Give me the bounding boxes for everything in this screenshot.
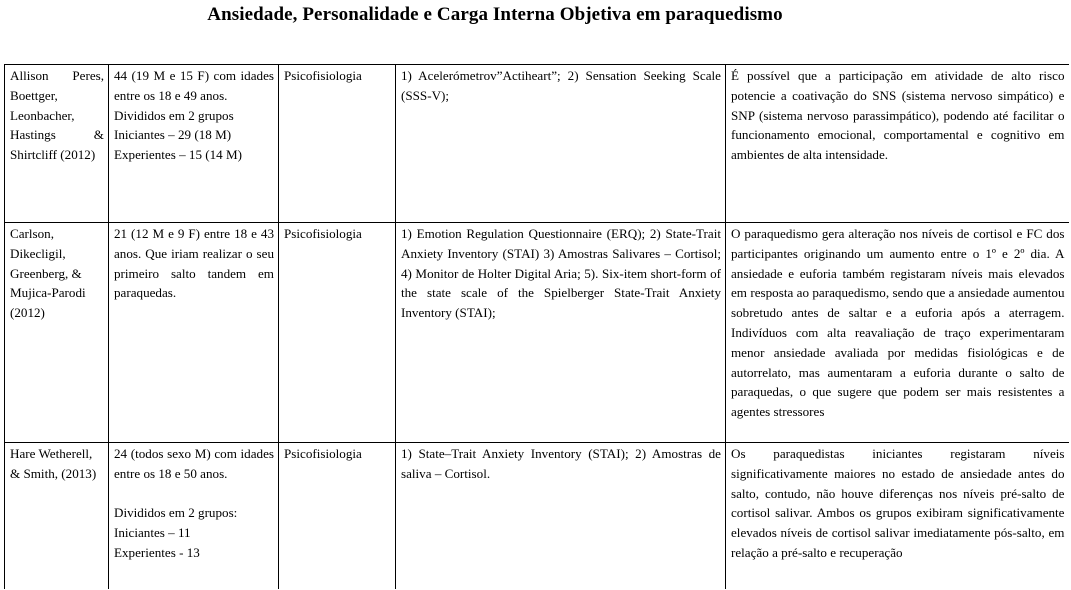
document-title: Ansiedade, Personalidade e Carga Interna Objetiva em paraquedismo [207, 4, 783, 25]
instruments-cell: 1) Acelerómetrov”Actiheart”; 2) Sensation Seeking Scale (SSS-V); [396, 65, 726, 223]
area-cell: Psicofisiologia [279, 443, 396, 589]
sample-cell [109, 223, 279, 443]
sample-line: Iniciantes – 11 [114, 525, 191, 541]
sample-line: Divididos em 2 grupos: [114, 505, 238, 521]
authors-cell: Carlson, Dikecligil, Greenberg, & Mujica-Parodi (2012) [5, 223, 109, 443]
results-cell: Os paraquedistas iniciantes registaram níveis significativamente maiores no estado de ansiedade antes do salto, contudo, não houve diferenças nos níveis pré-salto de cortisol salivar. Ambos os grupos exibiram significativamente elevados níveis de cortisol salivar imediatamente pós-salto, em relação a pré-salto e recuperação [726, 443, 1069, 589]
authors-cell: Allison Peres, Boettger, Leonbacher, Hastings & Shirtcliff (2012) [5, 65, 109, 223]
sample-line: Divididos em 2 grupos [114, 107, 234, 123]
sample-line: 21 (12 M e 9 F) entre 18 e 43 anos. Que iriam realizar o seu primeiro salto tandem em paraquedas. [114, 226, 274, 301]
area-cell: Psicofisiologia [279, 223, 396, 443]
sample-cell [109, 65, 279, 223]
sample-line: 44 (19 M e 15 F) com idades entre os 18 e 49 anos. [114, 68, 274, 103]
table-row [5, 65, 1069, 223]
table-row [5, 223, 1069, 443]
sample-line: Experientes – 15 (14 M) [114, 147, 242, 163]
authors-cell: Hare Wetherell, & Smith, (2013) [5, 443, 109, 589]
results-cell: É possível que a participação em atividade de alto risco potencie a coativação do SNS (sistema nervoso simpático) e SNP (sistema nervoso parassimpático), podendo até facilitar o funcionamento emocional, comportamental e cognitivo em ambientes de alta intensidade. [726, 65, 1069, 223]
instruments-cell: 1) State–Trait Anxiety Inventory (STAI); 2) Amostras de saliva – Cortisol. [396, 443, 726, 589]
table-row [5, 443, 1069, 589]
sample-line: Experientes - 13 [114, 544, 200, 560]
instruments-cell: 1) Emotion Regulation Questionnaire (ERQ); 2) State-Trait Anxiety Inventory (STAI) 3) Amostras Salivares – Cortisol; 4) Monitor de Holter Digital Aria; 5). Six-item short-form of the state scale of the Spielberger State-Trait Anxiety Inventory (STAI); [396, 223, 726, 443]
sample-blank-line [114, 484, 274, 504]
results-cell: O paraquedismo gera alteração nos níveis de cortisol e FC dos participantes originando um aumento entre o 1º e 2º dia. A ansiedade e euforia também registaram níveis mais elevados em resposta ao paraquedismo, sendo que a ansiedade aumentou sobretudo antes de saltar e a euforia após a aterragem. Indivíduos com alta reavaliação de traço experimentaram menor ansiedade avaliada por medidas fisiológicas e de autorrelato, mas aumentaram a euforia durante o salto de paraquedas, o que sugere que podem ser mais resistentes a agentes stressores [726, 223, 1069, 443]
sample-line: 24 (todos sexo M) com idades entre os 18 e 50 anos. [114, 446, 274, 481]
sample-cell [109, 443, 279, 589]
studies-table [4, 64, 1069, 589]
sample-line: Iniciantes – 29 (18 M) [114, 127, 232, 143]
area-cell: Psicofisiologia [279, 65, 396, 223]
